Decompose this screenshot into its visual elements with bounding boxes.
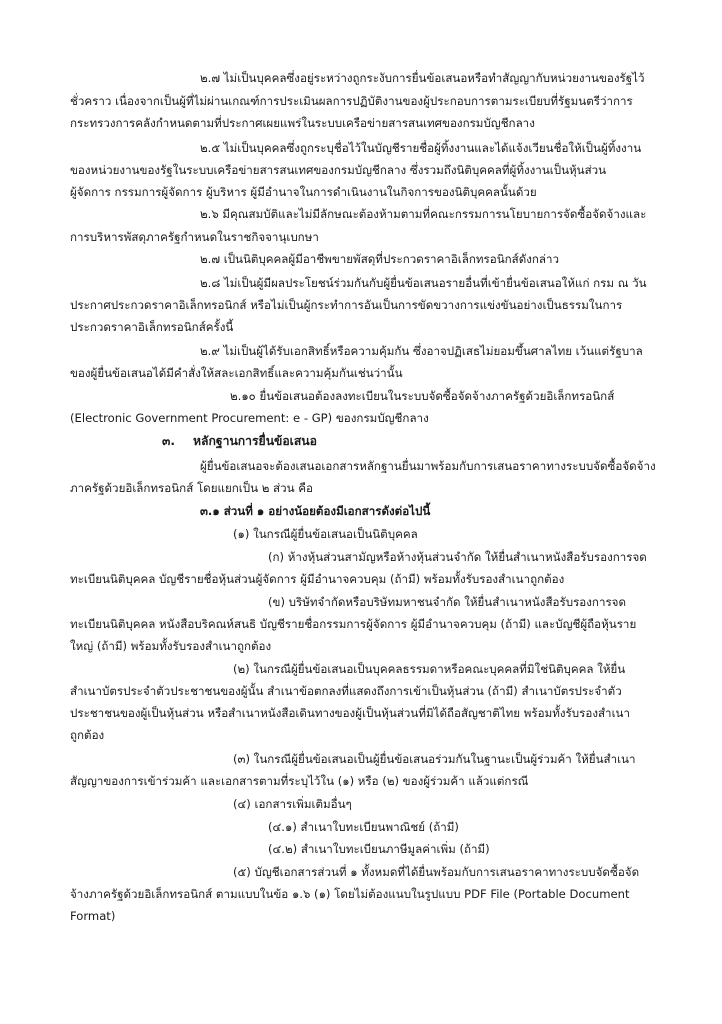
part-1-item-1b-line-2: ทะเบียนนิติบุคคล หนังสือบริคณห์สนธิ บัญชีรายชื่อกรรมการผู้จัดการ ผู้มีอำนาจควบคุม (ถ้ามี) และบัญชีผู้ถือหุ้นราย: [70, 617, 637, 631]
item-2-7-line-2: ชั่วคราว เนื่องจากเป็นผู้ที่ไม่ผ่านเกณฑ์การประเมินผลการปฏิบัติงานของผู้ประกอบการตามระเบียบที่รัฐมนตรีว่าการ: [70, 94, 633, 108]
part-1-item-2-line-3: ประชาชนของผู้เป็นหุ้นส่วน หรือสำเนาหนังสือเดินทางของผู้เป็นหุ้นส่วนที่มิได้ถือสัญชาติไทย พร้อมทั้งรับรองสำเนา: [70, 706, 630, 720]
part-1-item-5-line-1: (๕) บัญชีเอกสารส่วนที่ ๑ ทั้งหมดที่ได้ยื่นพร้อมกับการเสนอราคาทางระบบจัดซื้อจัด: [233, 865, 640, 879]
item-2-7-line-3: กระทรวงการคลังกำหนดตามที่ประกาศเผยแพร่ในระบบเครือข่ายสารสนเทศของกรมบัญชีกลาง: [70, 116, 535, 130]
section-3-intro-line-1: ผู้ยื่นข้อเสนอจะต้องเสนอเอกสารหลักฐานยื่นมาพร้อมกับการเสนอราคาทางระบบจัดซื้อจัดจ้าง: [200, 459, 656, 473]
item-2-5-line-3: ผู้จัดการ กรรมการผู้จัดการ ผู้บริหาร ผู้มีอำนาจในการดำเนินงานในกิจการของนิติบุคคลนั้นด้วย: [70, 185, 537, 199]
part-1-item-4-1: (๔.๑) สำเนาใบทะเบียนพาณิชย์ (ถ้ามี): [268, 820, 459, 834]
part-1-item-1b-line-3: ใหญ่ (ถ้ามี) พร้อมทั้งรับรองสำเนาถูกต้อง: [70, 639, 272, 653]
item-2-8-line-2: ประกาศประกวดราคาอิเล็กทรอนิกส์ หรือไม่เป็นผู้กระทำการอันเป็นการขัดขวางการแข่งขันอย่างเป็นธรรมในการ: [70, 298, 623, 312]
part-1-item-2-line-4: ถูกต้อง: [70, 728, 105, 742]
item-2-7-line-1: ๒.๗ ไม่เป็นบุคคลซึ่งอยู่ระหว่างถูกระงับการยื่นข้อเสนอหรือทำสัญญากับหน่วยงานของรัฐไว้: [200, 71, 645, 85]
item-2-6-line-2: การบริหารพัสดุภาครัฐกำหนดในราชกิจจานุเบกษา: [70, 230, 319, 244]
item-2-5-line-2: ของหน่วยงานของรัฐในระบบเครือข่ายสารสนเทศของกรมบัญชีกลาง ซึ่งรวมถึงนิติบุคคลที่ผู้ทิ้งงานเป็นหุ้นส่วน: [70, 163, 607, 177]
part-1-item-4-2: (๔.๒) สำเนาใบทะเบียนภาษีมูลค่าเพิ่ม (ถ้ามี): [268, 842, 490, 856]
section-3-title: หลักฐานการยื่นข้อเสนอ: [193, 434, 317, 448]
item-2-10-line-2: (Electronic Government Procurement: e - GP) ของกรมบัญชีกลาง: [70, 411, 429, 425]
part-1-item-5-line-3: Format): [70, 909, 116, 923]
item-2-10-line-1: ๒.๑๐ ยื่นข้อเสนอต้องลงทะเบียนในระบบจัดซื้อจัดจ้างภาครัฐด้วยอิเล็กทรอนิกส์: [230, 389, 615, 403]
section-3-number: ๓.: [162, 434, 175, 448]
item-2-9-line-1: ๒.๙ ไม่เป็นผู้ได้รับเอกสิทธิ์หรือความคุ้มกัน ซึ่งอาจปฏิเสธไม่ยอมขึ้นศาลไทย เว้นแต่รัฐบาล: [200, 344, 643, 358]
item-2-6-line-1: ๒.๖ มีคุณสมบัติและไม่มีลักษณะต้องห้ามตามที่คณะกรรมการนโยบายการจัดซื้อจัดจ้างและ: [200, 207, 647, 221]
part-1-item-4: (๔) เอกสารเพิ่มเติมอื่นๆ: [233, 797, 352, 811]
part-1-item-1b-line-1: (ข) บริษัทจำกัดหรือบริษัทมหาชนจำกัด ให้ยื่นสำเนาหนังสือรับรองการจด: [268, 595, 627, 609]
part-1-item-1a-line-2: ทะเบียนนิติบุคคล บัญชีรายชื่อหุ้นส่วนผู้จัดการ ผู้มีอำนาจควบคุม (ถ้ามี) พร้อมทั้งรับรองสำเนาถูกต้อง: [70, 572, 565, 586]
part-1-item-3-line-2: สัญญาของการเข้าร่วมค้า และเอกสารตามที่ระบุไว้ใน (๑) หรือ (๒) ของผู้ร่วมค้า แล้วแต่กรณี: [70, 774, 529, 788]
part-1-heading: ๓.๑ ส่วนที่ ๑ อย่างน้อยต้องมีเอกสารดังต่อไปนี้: [200, 504, 431, 518]
item-2-9-line-2: ของผู้ยื่นข้อเสนอได้มีคำสั่งให้สละเอกสิทธิ์และความคุ้มกันเช่นว่านั้น: [70, 366, 403, 380]
part-1-item-5-line-2: จ้างภาครัฐด้วยอิเล็กทรอนิกส์ ตามแบบในข้อ ๑.๖ (๑) โดยไม่ต้องแนบในรูปแบบ PDF File (Portable Document: [70, 887, 630, 901]
part-1-item-1a-line-1: (ก) ห้างหุ้นส่วนสามัญหรือห้างหุ้นส่วนจำกัด ให้ยื่นสำเนาหนังสือรับรองการจด: [268, 550, 647, 564]
part-1-item-1: (๑) ในกรณีผู้ยื่นข้อเสนอเป็นนิติบุคคล: [233, 527, 418, 541]
item-2-5-line-1: ๒.๕ ไม่เป็นบุคคลซึ่งถูกระบุชื่อไว้ในบัญชีรายชื่อผู้ทิ้งงานและได้แจ้งเวียนชื่อให้เป็นผู้ทิ้งงาน: [200, 141, 642, 155]
item-2-7b-line-1: ๒.๗ เป็นนิติบุคคลผู้มีอาชีพขายพัสดุที่ประกวดราคาอิเล็กทรอนิกส์ดังกล่าว: [200, 252, 560, 266]
part-1-item-2-line-2: สำเนาบัตรประจำตัวประชาชนของผู้นั้น สำเนาข้อตกลงที่แสดงถึงการเข้าเป็นหุ้นส่วน (ถ้ามี) สำเนาบัตรประจำตัว: [70, 684, 622, 698]
part-1-item-2-line-1: (๒) ในกรณีผู้ยื่นข้อเสนอเป็นบุคคลธรรมดาหรือคณะบุคคลที่มิใช่นิติบุคคล ให้ยื่น: [233, 662, 626, 676]
item-2-8-line-1: ๒.๘ ไม่เป็นผู้มีผลประโยชน์ร่วมกันกับผู้ยื่นข้อเสนอรายอื่นที่เข้ายื่นข้อเสนอให้แก่ กรม ณ วัน: [200, 276, 647, 290]
item-2-8-line-3: ประกวดราคาอิเล็กทรอนิกส์ครั้งนี้: [70, 320, 234, 334]
section-3-intro-line-2: ภาครัฐด้วยอิเล็กทรอนิกส์ โดยแยกเป็น ๒ ส่วน คือ: [70, 481, 313, 495]
part-1-item-3-line-1: (๓) ในกรณีผู้ยื่นข้อเสนอเป็นผู้ยื่นข้อเสนอร่วมกันในฐานะเป็นผู้ร่วมค้า ให้ยื่นสำเนา: [233, 752, 636, 766]
